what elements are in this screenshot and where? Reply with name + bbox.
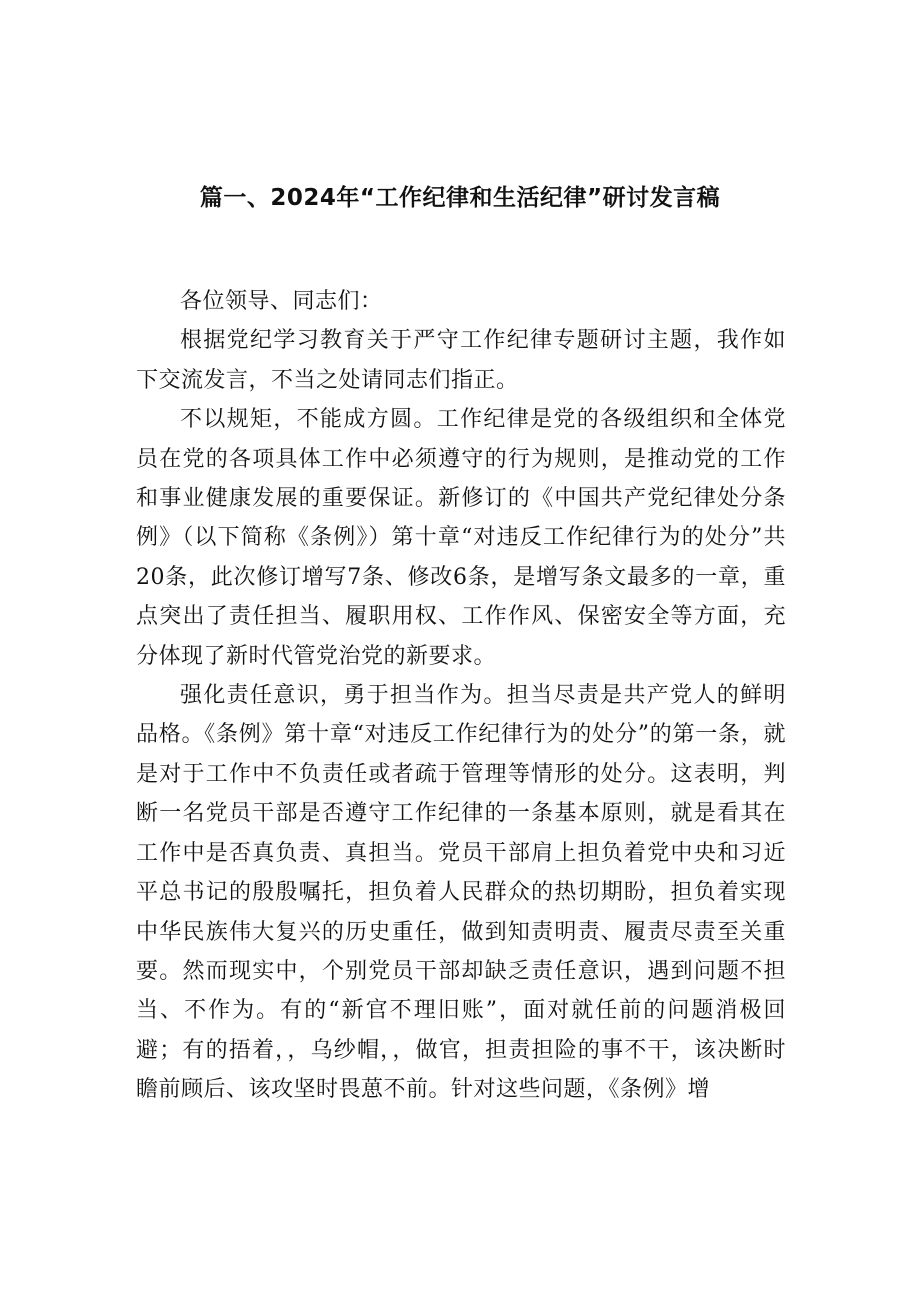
paragraph-rules: 不以规矩，不能成方圆。工作纪律是党的各级组织和全体党员在党的各项具体工作中必须遵守的行为规则，是推动党的工作和事业健康发展的重要保证。新修订的《中国共产党纪律处分条例》（以下简称《条例》）第十章“对违反工作纪律行为的处分”共20条，此次修订增写7条、修改6条，是增写条文最多的一章，重点突出了责任担当、履职用权、工作作风、保密安全等方面，充分体现了新时代管党治党的新要求。 — [136, 407, 786, 669]
paragraph-intro: 根据党纪学习教育关于严守工作纪律专题研讨主题，我作如下交流发言，不当之处请同志们指正。 — [136, 328, 786, 393]
document-body — [136, 282, 786, 1110]
paragraph-greeting: 各位领导、同志们： — [180, 289, 383, 314]
document-title: 篇一、2024年“工作纪律和生活纪律”研讨发言稿 — [199, 185, 721, 211]
paragraph-responsibility: 强化责任意识，勇于担当作为。担当尽责是共产党人的鲜明品格。《条例》第十章“对违反工作纪律行为的处分”的第一条，就是对于工作中不负责任或者疏于管理等情形的处分。这表明，判断一名党员干部是否遵守工作纪律的一条基本原则，就是看其在工作中是否真负责、真担当。党员干部肩上担负着党中央和习近平总书记的殷殷嘱托，担负着人民群众的热切期盼，担负着实现中华民族伟大复兴的历史重任，做到知责明责、履责尽责至关重要。然而现实中，个别党员干部却缺乏责任意识，遇到问题不担当、不作为。有的“新官不理旧账”，面对就任前的问题消极回避；有的捂着，，乌纱帽，，做官，担责担险的事不干，该决断时瞻前顾后、该攻坚时畏葸不前。针对这些问题，《条例》增 — [136, 683, 786, 1103]
